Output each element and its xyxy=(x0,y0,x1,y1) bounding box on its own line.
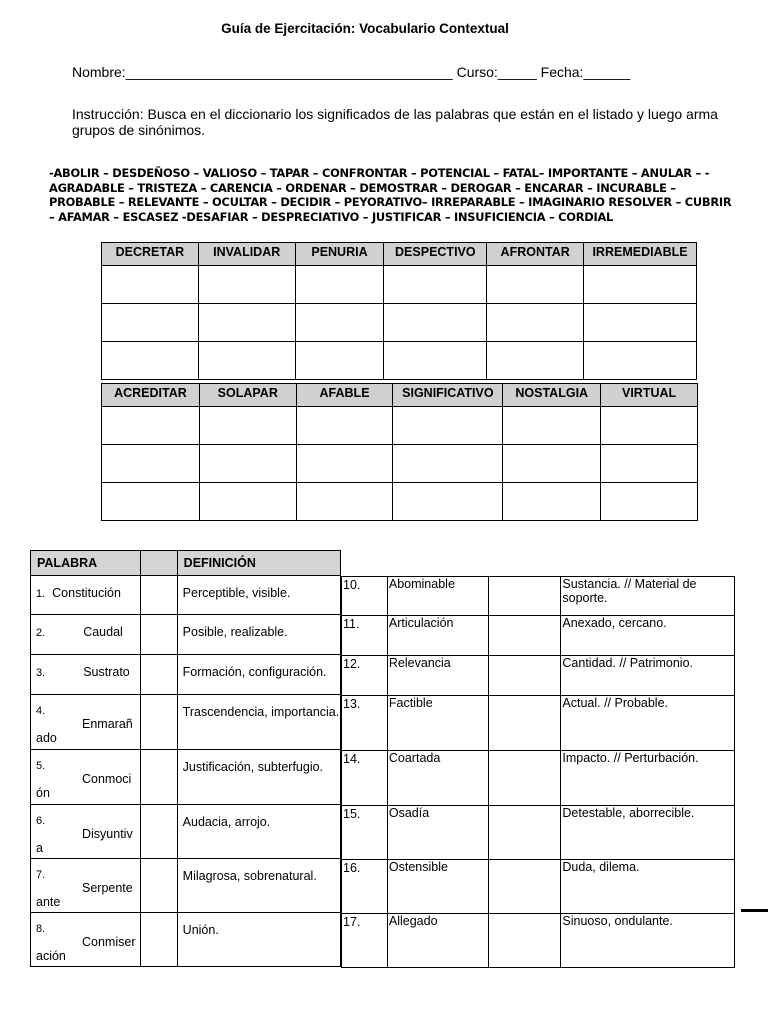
synonym-cell[interactable] xyxy=(584,266,697,304)
synonym-cell[interactable] xyxy=(487,266,584,304)
definition-cell: Audacia, arrojo. xyxy=(177,805,340,859)
answer-cell[interactable] xyxy=(140,615,177,655)
word-number: 12. xyxy=(342,656,388,696)
word-number: 3. xyxy=(36,667,46,679)
word-number: 7. xyxy=(36,869,46,881)
word-text: Relevancia xyxy=(387,656,488,696)
answer-cell[interactable] xyxy=(140,750,177,805)
student-info-line: Nombre:__________________________________________ Curso:_____ Fecha:______ xyxy=(72,64,631,80)
answer-cell[interactable] xyxy=(140,859,177,913)
synonym-cell[interactable] xyxy=(295,342,384,380)
synonym-cell[interactable] xyxy=(199,483,296,521)
definition-cell: Formación, configuración. xyxy=(177,655,340,695)
synonym-cell[interactable] xyxy=(198,342,295,380)
word-number: 8. xyxy=(36,923,46,935)
word-cell xyxy=(31,615,141,655)
word-text: Ostensible xyxy=(387,860,488,914)
definition-cell: Actual. // Probable. xyxy=(561,696,735,751)
word-text-continued: a xyxy=(36,841,43,855)
word-text: Osadía xyxy=(387,806,488,860)
word-text: Conmoci xyxy=(82,772,132,786)
synonym-header: PENURIA xyxy=(295,243,384,266)
synonym-cell[interactable] xyxy=(601,407,698,445)
answer-cell[interactable] xyxy=(488,696,561,751)
word-cell xyxy=(31,655,141,695)
answer-cell[interactable] xyxy=(488,577,561,616)
word-number: 11. xyxy=(342,616,388,656)
word-number: 14. xyxy=(342,751,388,806)
synonym-header: IRREMEDIABLE xyxy=(584,243,697,266)
word-number: 17. xyxy=(342,914,388,968)
answer-cell[interactable] xyxy=(140,913,177,967)
synonym-cell[interactable] xyxy=(102,342,199,380)
synonym-cell[interactable] xyxy=(295,266,384,304)
synonym-cell[interactable] xyxy=(102,407,200,445)
synonym-cell[interactable] xyxy=(503,483,601,521)
synonym-cell[interactable] xyxy=(296,483,393,521)
synonym-header: ACREDITAR xyxy=(102,384,200,407)
word-text-continued: ante xyxy=(36,895,61,909)
column-header-blank xyxy=(140,551,177,576)
synonym-cell[interactable] xyxy=(393,407,503,445)
word-text: Enmarañ xyxy=(82,717,133,731)
synonym-cell[interactable] xyxy=(503,407,601,445)
definition-cell: Sustancia. // Material de soporte. xyxy=(561,577,735,616)
synonym-cell[interactable] xyxy=(296,407,393,445)
synonym-header: AFABLE xyxy=(296,384,393,407)
synonym-table-1 xyxy=(101,242,697,380)
word-cell xyxy=(31,913,141,967)
synonym-header: INVALIDAR xyxy=(198,243,295,266)
word-text: Caudal xyxy=(83,625,123,639)
synonym-cell[interactable] xyxy=(601,445,698,483)
word-text: Conmiser xyxy=(82,935,136,949)
page-title: Guía de Ejercitación: Vocabulario Contextual xyxy=(221,21,509,36)
synonym-cell[interactable] xyxy=(199,445,296,483)
definition-cell: Perceptible, visible. xyxy=(177,576,340,615)
synonym-cell[interactable] xyxy=(503,445,601,483)
word-text: Factible xyxy=(387,696,488,751)
synonym-cell[interactable] xyxy=(102,445,200,483)
word-number: 1. xyxy=(36,588,46,600)
synonym-cell[interactable] xyxy=(384,304,487,342)
definition-cell: Impacto. // Perturbación. xyxy=(561,751,735,806)
synonym-cell[interactable] xyxy=(102,266,199,304)
word-text: Disyuntiv xyxy=(82,827,133,841)
definition-cell: Posible, realizable. xyxy=(177,615,340,655)
word-cell xyxy=(31,859,141,913)
definition-cell: Unión. xyxy=(177,913,340,967)
answer-cell[interactable] xyxy=(488,914,561,968)
synonym-cell[interactable] xyxy=(102,483,200,521)
synonym-cell[interactable] xyxy=(296,445,393,483)
synonym-header: SOLAPAR xyxy=(199,384,296,407)
synonym-header: SIGNIFICATIVO xyxy=(393,384,503,407)
instruction-text: Instrucción: Busca en el diccionario los significados de las palabras que están en el listado y luego arma grupos de sinónimos. xyxy=(72,106,718,138)
synonym-header: DECRETAR xyxy=(102,243,199,266)
word-number: 16. xyxy=(342,860,388,914)
synonym-cell[interactable] xyxy=(487,342,584,380)
page-edge-mark xyxy=(741,909,768,912)
word-number: 2. xyxy=(36,627,46,639)
synonym-cell[interactable] xyxy=(199,407,296,445)
answer-cell[interactable] xyxy=(140,805,177,859)
word-number: 5. xyxy=(36,760,46,772)
vocabulary-table-left xyxy=(30,550,341,967)
answer-cell[interactable] xyxy=(140,655,177,695)
synonym-header: AFRONTAR xyxy=(487,243,584,266)
definition-cell: Cantidad. // Patrimonio. xyxy=(561,656,735,696)
definition-cell: Duda, dilema. xyxy=(561,860,735,914)
word-list: -ABOLIR – DESDEÑOSO – VALIOSO – TAPAR – CONFRONTAR – POTENCIAL – FATAL– IMPORTANTE – ANULAR – -AGRADABLE – TRISTEZA – CARENCIA – ORDENAR – DEMOSTRAR – DEROGAR – ENCARAR – INCURABLE – PROBABLE – RELEVANTE – OCULTAR – DECIDIR – PEYORATIVO– IRREPARABLE – IMAGINARIO RESOLVER – CUBRIR – AFAMAR – ESCASEZ -DESAFIAR – DESPRECIATIVO – JUSTIFICAR – INSUFICIENCIA – CORDIAL xyxy=(49,166,732,224)
definition-cell: Trascendencia, importancia. xyxy=(177,695,340,750)
synonym-cell[interactable] xyxy=(584,342,697,380)
word-text-continued: ado xyxy=(36,731,57,745)
answer-cell[interactable] xyxy=(488,751,561,806)
word-number: 10. xyxy=(342,577,388,616)
answer-cell[interactable] xyxy=(488,806,561,860)
synonym-cell[interactable] xyxy=(393,483,503,521)
word-text: Constitución xyxy=(52,586,121,600)
word-text: Articulación xyxy=(387,616,488,656)
answer-cell[interactable] xyxy=(488,656,561,696)
word-cell xyxy=(31,576,141,615)
synonym-header: DESPECTIVO xyxy=(384,243,487,266)
answer-cell[interactable] xyxy=(140,576,177,615)
vocabulary-table-right xyxy=(341,576,735,968)
answer-cell[interactable] xyxy=(488,616,561,656)
definition-cell: Justificación, subterfugio. xyxy=(177,750,340,805)
word-number: 15. xyxy=(342,806,388,860)
definition-cell: Sinuoso, ondulante. xyxy=(561,914,735,968)
word-text: Allegado xyxy=(387,914,488,968)
answer-cell[interactable] xyxy=(140,695,177,750)
synonym-table-2 xyxy=(101,383,698,521)
word-text: Serpente xyxy=(82,881,133,895)
synonym-cell[interactable] xyxy=(384,266,487,304)
definition-cell: Detestable, aborrecible. xyxy=(561,806,735,860)
synonym-cell[interactable] xyxy=(198,266,295,304)
synonym-cell[interactable] xyxy=(584,304,697,342)
word-number: 4. xyxy=(36,705,46,717)
synonym-cell[interactable] xyxy=(295,304,384,342)
word-text: Coartada xyxy=(387,751,488,806)
column-header-word: PALABRA xyxy=(31,551,141,576)
synonym-cell[interactable] xyxy=(601,483,698,521)
answer-cell[interactable] xyxy=(488,860,561,914)
definition-cell: Anexado, cercano. xyxy=(561,616,735,656)
word-text-continued: ón xyxy=(36,786,50,800)
word-text: Abominable xyxy=(387,577,488,616)
synonym-header: NOSTALGIA xyxy=(503,384,601,407)
word-number: 13. xyxy=(342,696,388,751)
word-cell xyxy=(31,695,141,750)
definition-cell: Milagrosa, sobrenatural. xyxy=(177,859,340,913)
synonym-cell[interactable] xyxy=(384,342,487,380)
word-cell xyxy=(31,805,141,859)
synonym-header: VIRTUAL xyxy=(601,384,698,407)
column-header-definition: DEFINICIÓN xyxy=(177,551,340,576)
word-text-continued: ación xyxy=(36,949,66,963)
synonym-cell[interactable] xyxy=(198,304,295,342)
word-number: 6. xyxy=(36,815,46,827)
synonym-cell[interactable] xyxy=(393,445,503,483)
synonym-cell[interactable] xyxy=(487,304,584,342)
word-text: Sustrato xyxy=(83,665,130,679)
synonym-cell[interactable] xyxy=(102,304,199,342)
word-cell xyxy=(31,750,141,805)
